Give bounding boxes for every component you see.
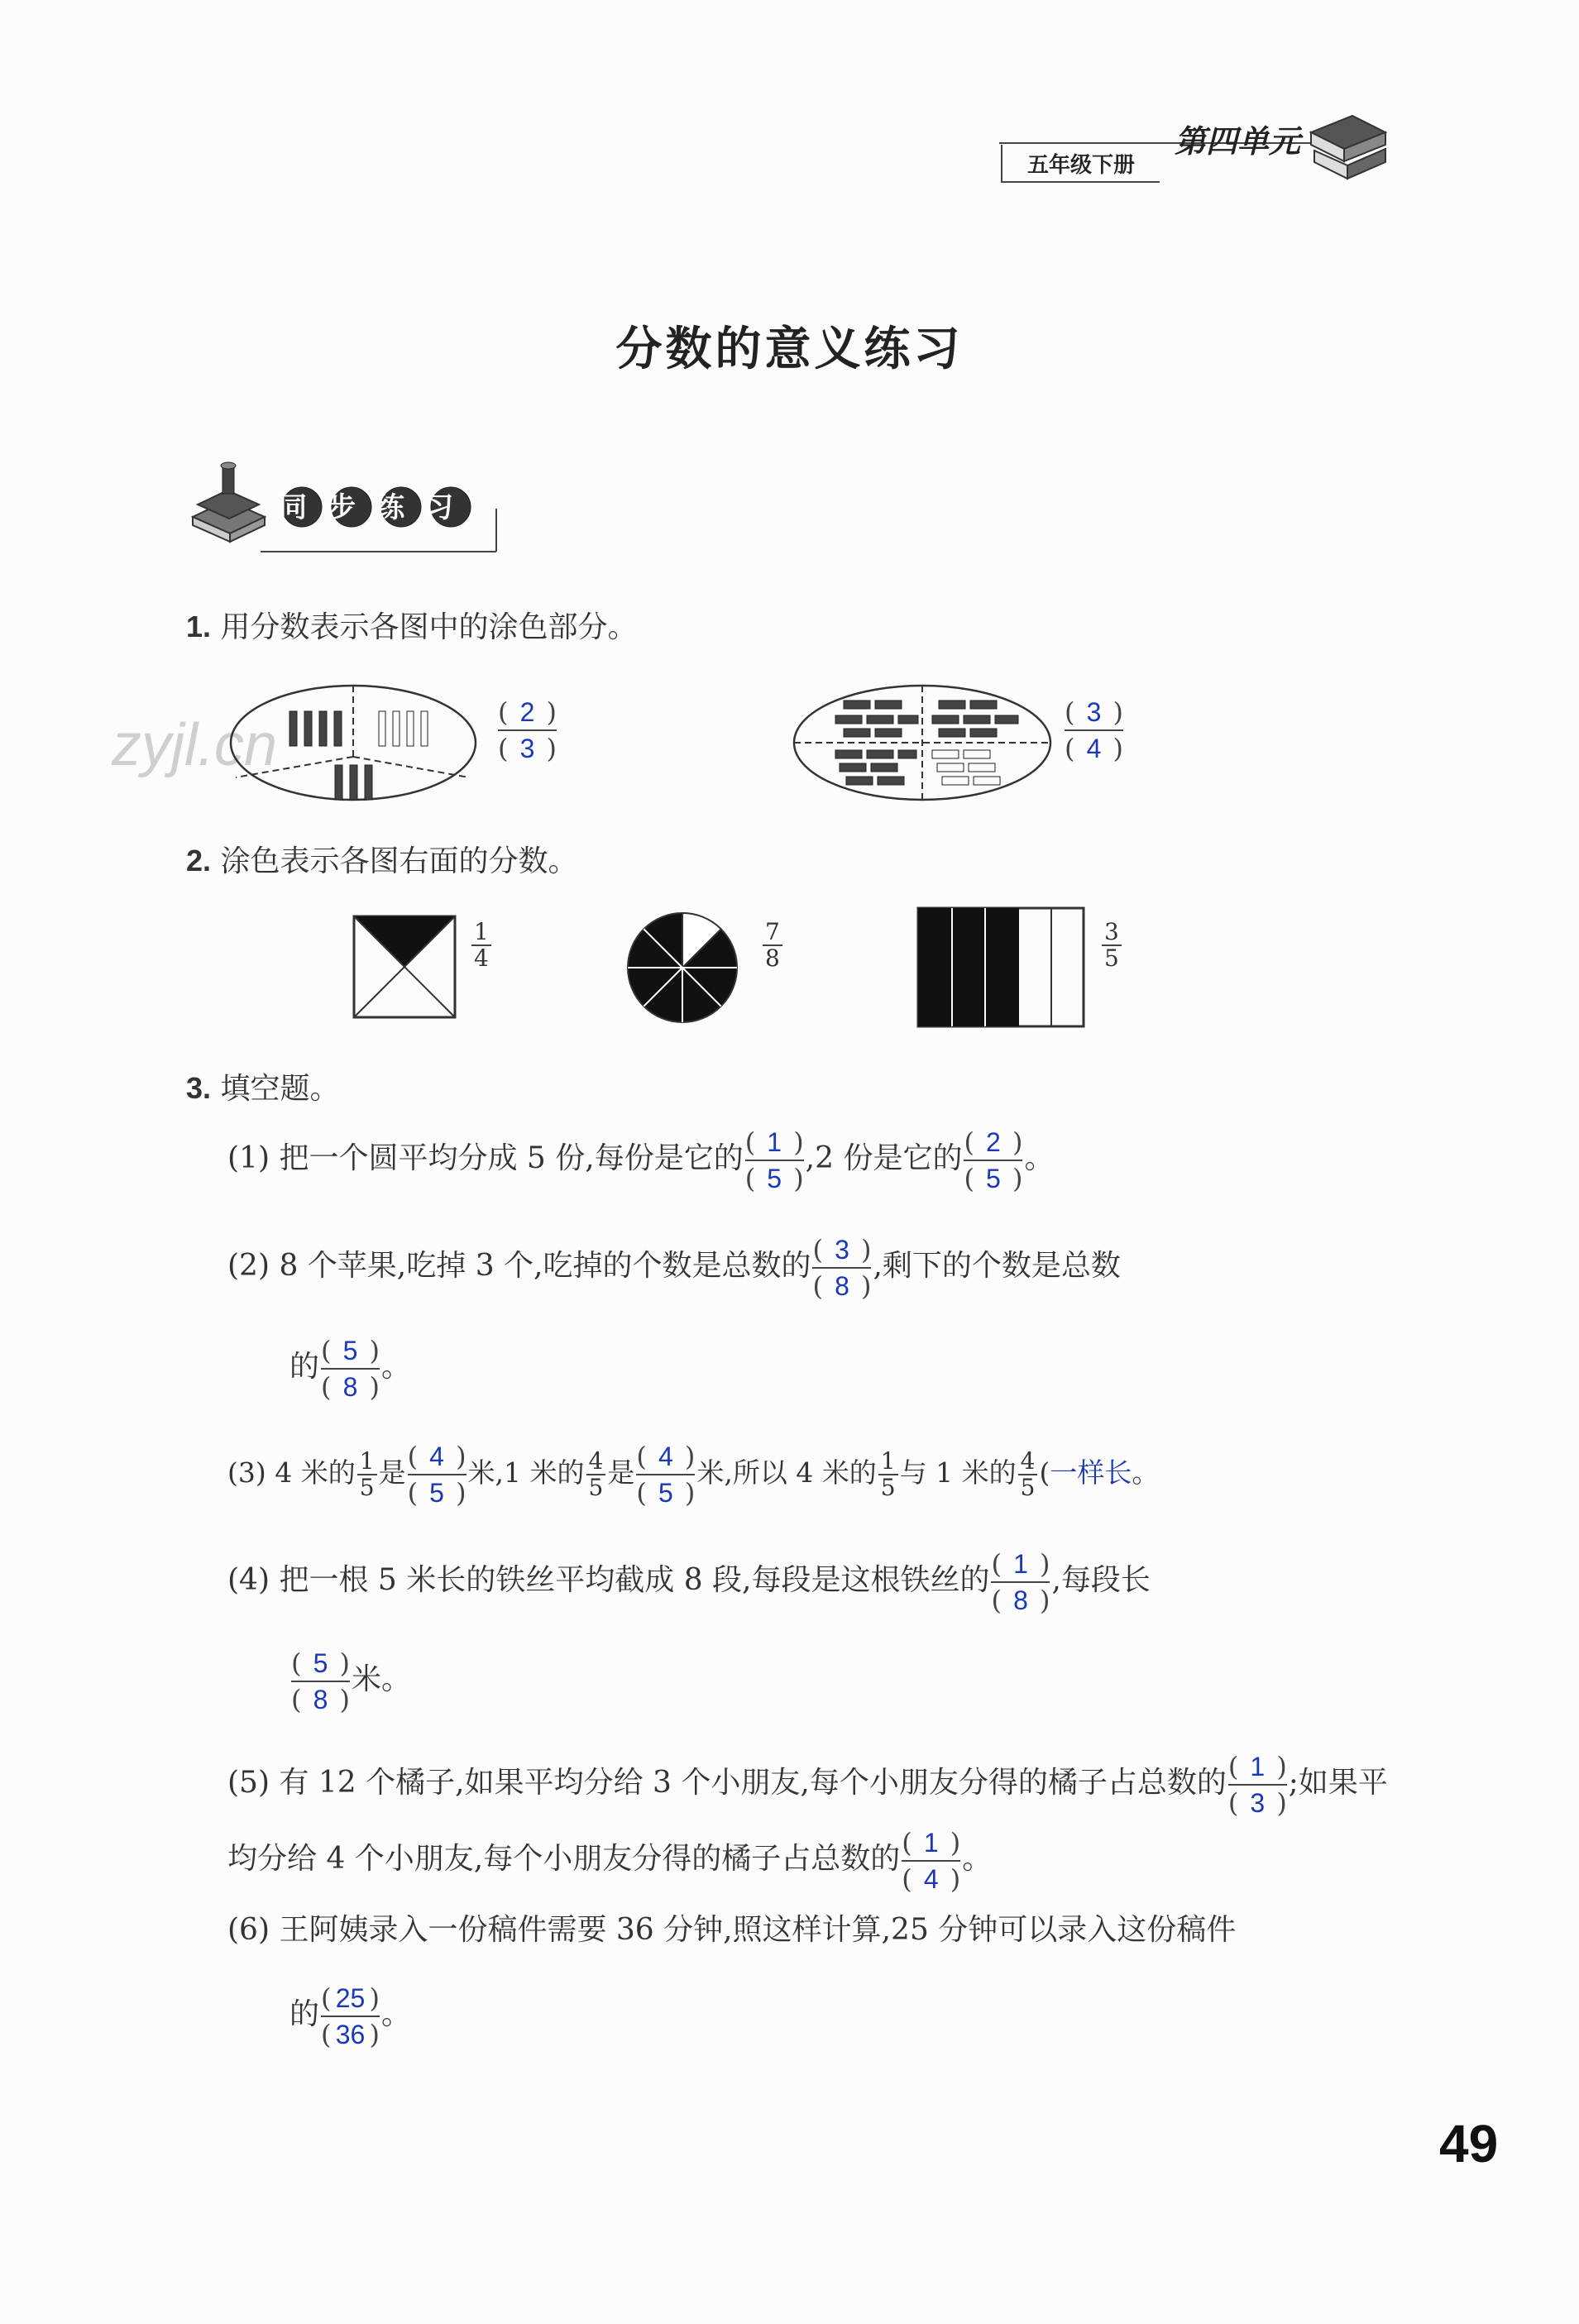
q3-part-4-cont: ( 5 ) ( 8 ) 米。 [291, 1647, 411, 1715]
q2-rectangle-figure [916, 906, 1086, 1029]
q2-prompt: 2. 涂色表示各图右面的分数。 [186, 844, 578, 878]
q2-fraction-3: $\frac{3}{5}$ [1100, 920, 1123, 971]
q3-part-4: (4) 把一根 5 米长的铁丝平均截成 8 段,每段是这根铁丝的 ( 1 ) ( 8 ) ,每段长 [227, 1548, 1151, 1616]
q2-circle-figure [624, 910, 740, 1026]
q2-fraction-1: $\frac{1}{4}$ [470, 920, 493, 971]
q3-part-2: (2) 8 个苹果,吃掉 3 个,吃掉的个数是总数的 ( 3 ) ( 8 ) ,剩下的个数是总数 [227, 1234, 1121, 1302]
q2-fraction-2: $\frac{7}{8}$ [761, 920, 784, 971]
q3-part-2-cont: 的 ( 5 ) ( 8 ) 。 [289, 1335, 411, 1403]
q1-prompt: 1. 用分数表示各图中的涂色部分。 [186, 610, 638, 644]
q1-figure-2 [790, 682, 1055, 806]
section-badge [186, 459, 500, 558]
grade-label: 五年级下册 [1001, 145, 1160, 183]
q3-part-3: (3) 4 米的 $\frac{1}{5}$ 是 ( 4 ) ( 5 ) 米,1 米的 $\frac{4}{5}$ 是 ( 4 ) ( 5 ) 米,所以 4 米的 $\frac{1}{5}$ 与 1 米的 $\frac{4}{5}$ (一样长。 [227, 1441, 1160, 1509]
q3-part-1: (1) 把一个圆平均分成 5 份,每份是它的 ( 1 ) ( 5 ) ,2 份是它的 ( 2 ) ( 5 ) 。 [227, 1126, 1055, 1194]
books-icon [1303, 108, 1394, 190]
watermark: zyjl.cn [112, 712, 278, 778]
q3-part-6-cont: 的 ( 25 ) ( 36 ) 。 [289, 1982, 411, 2050]
q3-prompt: 3. 填空题。 [186, 1071, 340, 1106]
q3-part-5: (5) 有 12 个橘子,如果平均分给 3 个小朋友,每个小朋友分得的橘子占总数的 ( 1 ) ( 3 ) ;如果平均分给 4 个小朋友,每个小朋友分得的橘子占总数的 ( 1 ) ( 4 ) 。 [227, 1751, 1388, 1895]
q3-part-6: (6) 王阿姨录入一份稿件需要 36 分钟,照这样计算,25 分钟可以录入这份稿件 [227, 1913, 1237, 1947]
q1-figure-1 [227, 682, 484, 806]
page-title: 分数的意义练习 [615, 323, 964, 376]
q1-answer-2: ( 3 ) ( 4 ) [1065, 696, 1123, 764]
badge-label: 同步练习 [279, 491, 474, 524]
page-number: 49 [1439, 2114, 1499, 2173]
q2-square-figure [352, 914, 459, 1021]
q1-answer-1: ( 2 ) ( 3 ) [498, 696, 557, 764]
unit-label: 第四单元 [1175, 123, 1301, 160]
book-stack-icon [193, 462, 265, 542]
